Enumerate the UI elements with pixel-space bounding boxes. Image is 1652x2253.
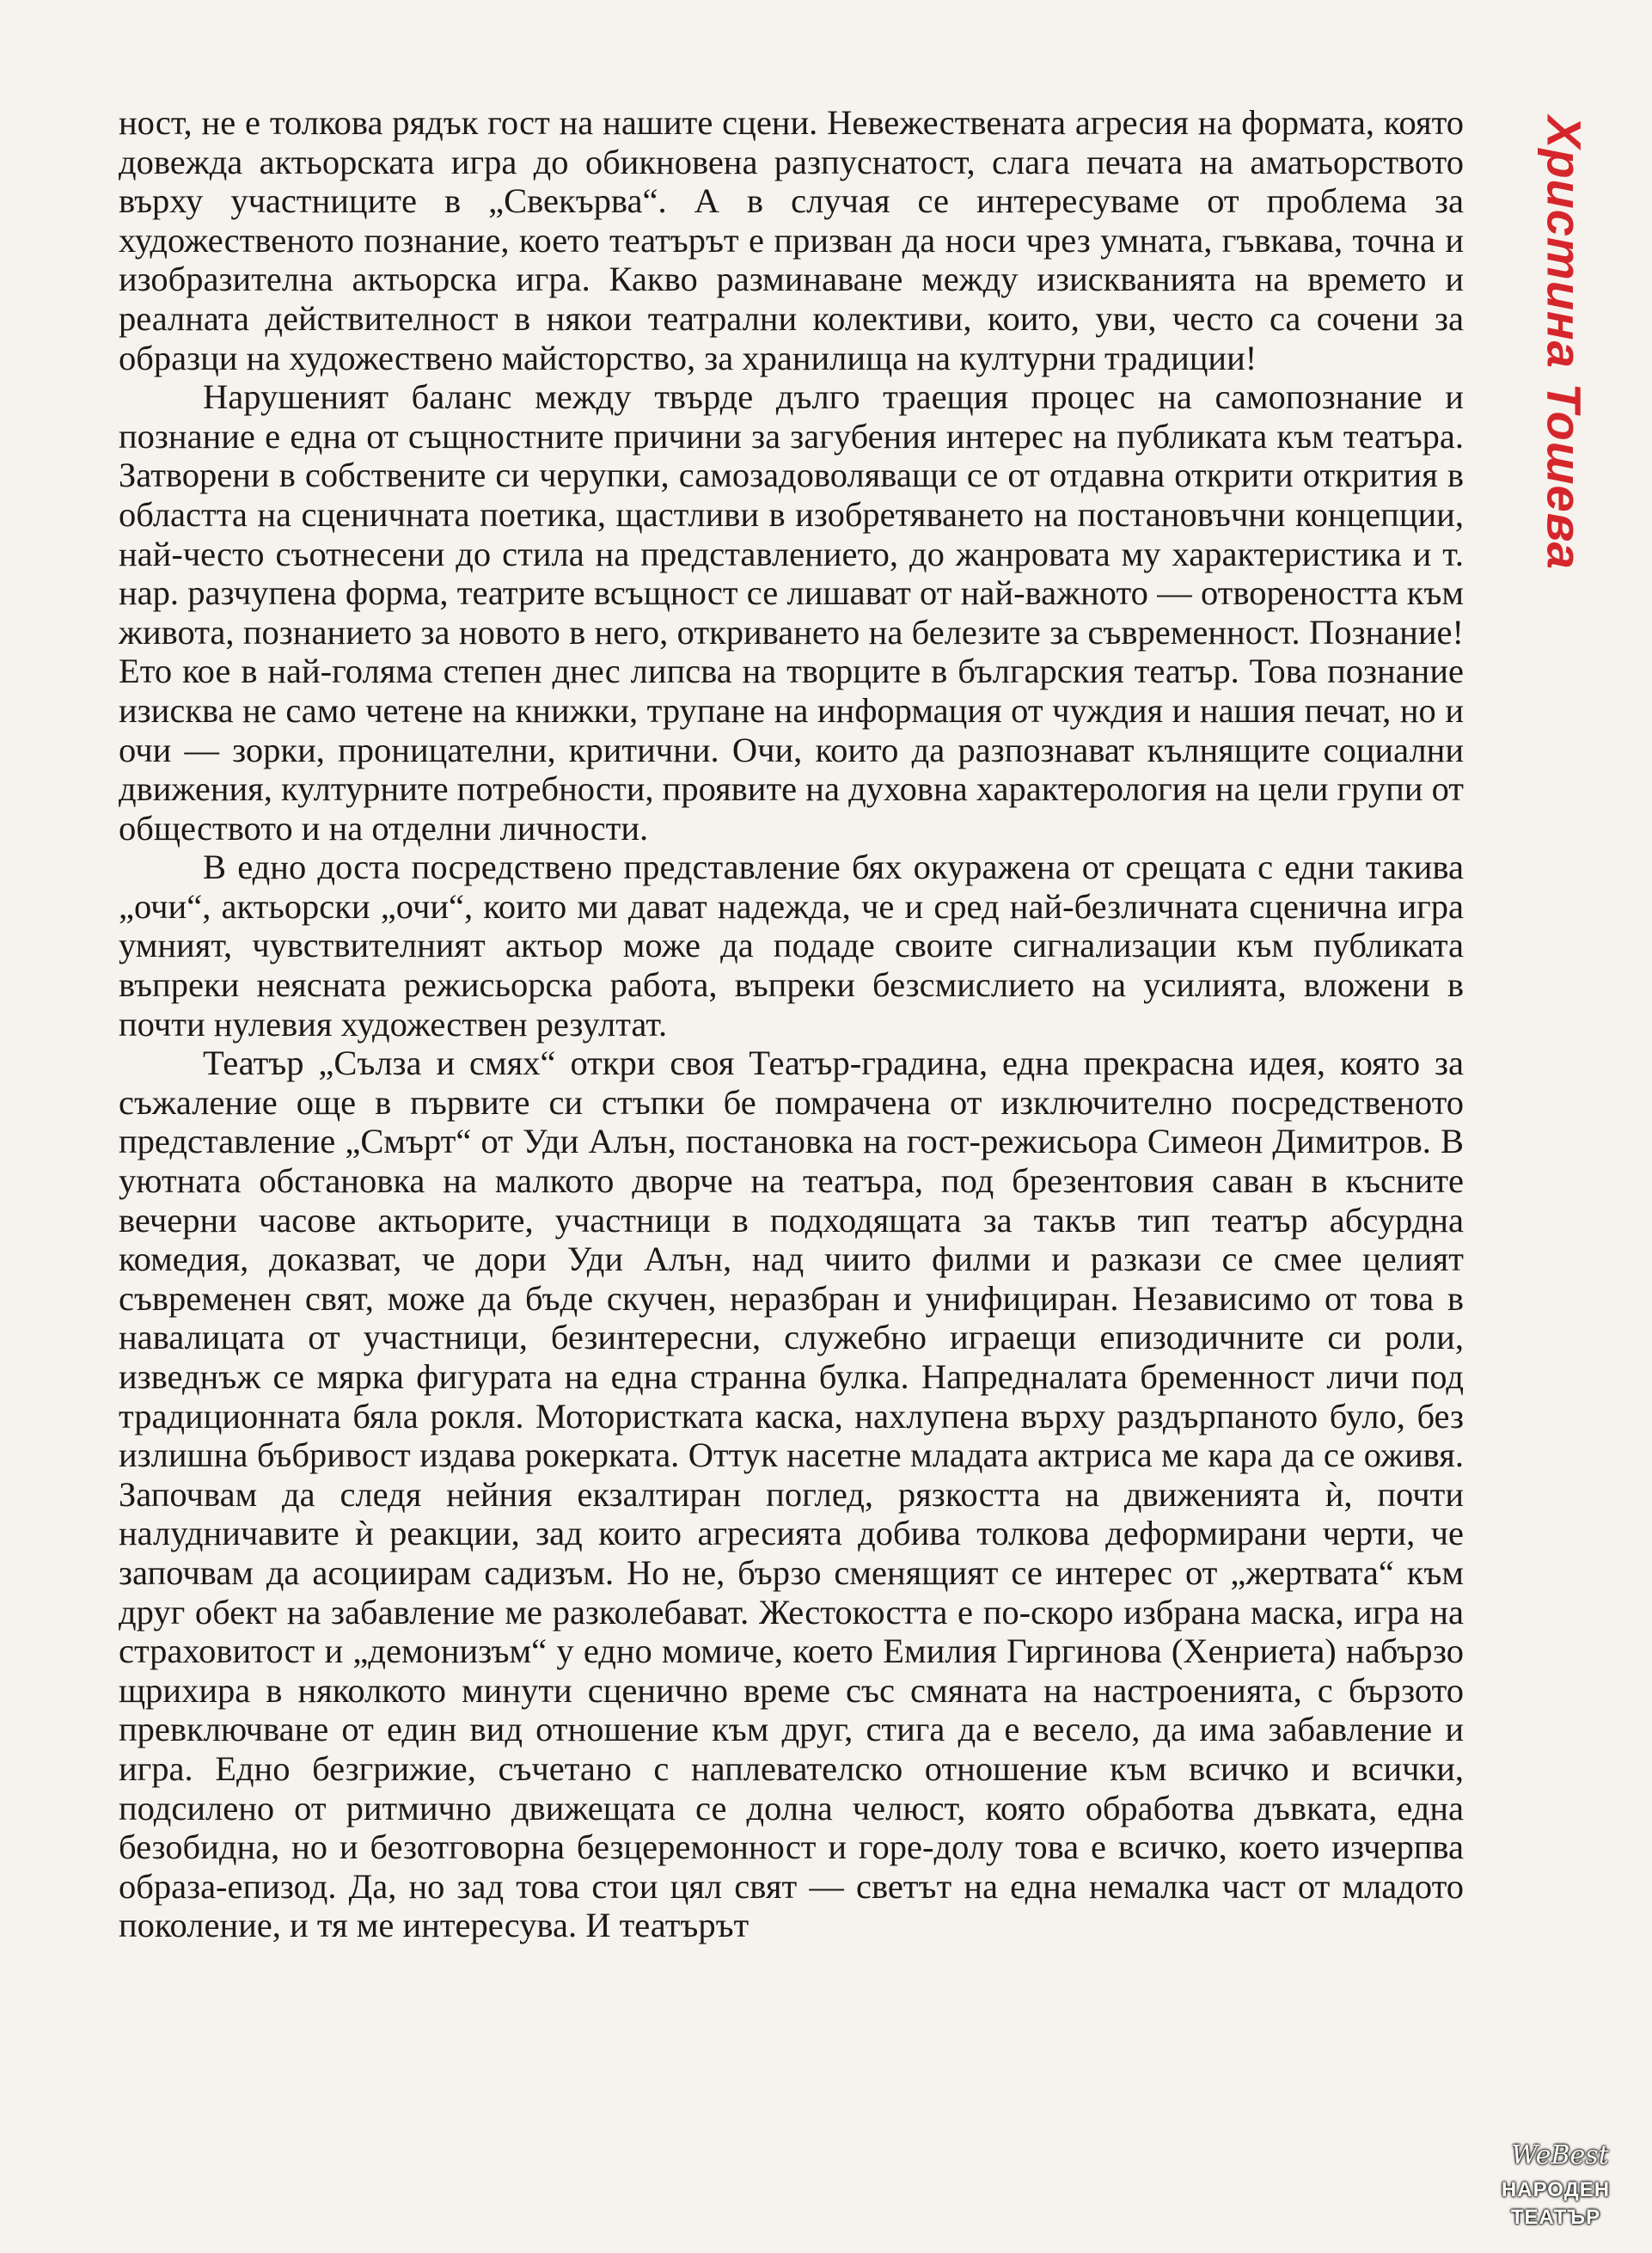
paragraph-2: Нарушеният баланс между твърде дълго траещия процес на самопознание и познание е една от същностните причини за загубения интерес на публиката към театъра. Затворени в собствените си черупки, самозадоволяващи се от отдавна открити открития в областта на сценичната поетика, щастливи в изобретяването на постановъчни концепции, най-често съотнесени до стила на представлението, до жанровата му характеристика и т. нар. разчупена форма, театрите всъщност се лишават от най-важното — отвореността към живота, познанието за новото в него, откриването на белезите за съвременност. Познание! Ето кое в най-голяма степен днес липсва на творците в българския театър. Това познание изисква не само четене на книжки, трупане на информация от чуждия и нашия печат, но и очи — зорки, проницателни, критични. Очи, които да разпознават кълнящите социални движения, културните потребности, проявите на духовна характерология на цели групи от обществото и на отделни личности. xyxy=(119,377,1464,848)
paragraph-3: В едно доста посредствено представление бях окуражена от срещата с едни такива „очи“, актьорски „очи“, които ми дават надежда, че и сред най-безличната сценична игра умният, чувствителният актьор може да подаде своите сигнализации към публиката въпреки неясната режисьорска работа, въпреки безсмислието на усилията, вложени в почти нулевия художествен резултат. xyxy=(119,848,1464,1044)
paragraph-4: Театър „Сълза и смях“ откри своя Театър-градина, една прекрасна идея, която за съжаление още в първите си стъпки бе помрачена от изключително посредственото представление „Смърт“ от Уди Алън, постановка на гост-режисьора Симеон Димитров. В уютната обстановка на малкото дворче на театъра, под брезентовия саван в късните вечерни часове актьорите, участници в подходящата за такъв тип театър абсурдна комедия, доказват, че дори Уди Алън, над чиито филми и разкази се смее целият съвременен свят, може да бъде скучен, неразбран и унифициран. Независимо от това в навалицата от участници, безинтересни, служебно играещи епизодичните си роли, изведнъж се мярка фигурата на една странна булка. Напредналата бременност личи под традиционната бяла рокля. Мотористката каска, нахлупена върху раздърпаното було, без излишна бъбривост издава рокерката. Оттук насетне младата актриса ме кара да се оживя. Започвам да следя нейния екзалтиран поглед, рязкостта на движенията ѝ, почти налудничавите ѝ реакции, зад които агресията добива толкова деформирани черти, че започвам да асоциирам садизъм. Но не, бързо сменящият се интерес от „жертвата“ към друг обект на забавление ме разколебават. Жестокостта е по-скоро избрана маска, игра на страховитост и „демонизъм“ у едно момиче, което Емилия Гиргинова (Хенриета) набързо щрихира в няколкото минути сценично време със смяната на настроенията, с бързото превключване от един вид отношение към друг, стига да е весело, да има забавление и игра. Едно безгрижие, съчетано с наплевателско отношение към всичко и всички, подсилено от ритмично движещата се долна челюст, която обработва дъвката, една безобидна, но и безотговорна безцеремонност и горе-долу това е всичко, което изчерпва образа-епизод. Да, но зад това стои цял свят — светът на една немалка част от младото поколение, и тя ме интересува. И театърът xyxy=(119,1044,1464,1945)
logo-line-1: НАРОДЕН xyxy=(1501,2178,1611,2201)
article-body xyxy=(119,103,1464,1945)
author-name-vertical xyxy=(1521,116,1607,570)
logo-line-2: ТЕАТЪР xyxy=(1510,2206,1601,2229)
author-name: Христина Тошева xyxy=(1537,116,1592,570)
watermark-logo xyxy=(1491,2140,1620,2242)
logo-script-text: WeBest xyxy=(1511,2140,1609,2170)
paragraph-1: ност, не е толкова рядък гост на нашите сцени. Невежествената агресия на формата, която довежда актьорската игра до обикновена разпуснатост, слага печата на аматьорството върху участниците в „Свекърва“. А в случая се интересуваме от проблема за художественото познание, което театърът е призван да носи чрез умната, гъвкава, точна и изобразителна актьорска игра. Какво разминаване между изискванията на времето и реалната действителност в някои театрални колективи, които, уви, често са сочени за образци на художествено майсторство, за хранилища на културни традиции! xyxy=(119,103,1464,377)
